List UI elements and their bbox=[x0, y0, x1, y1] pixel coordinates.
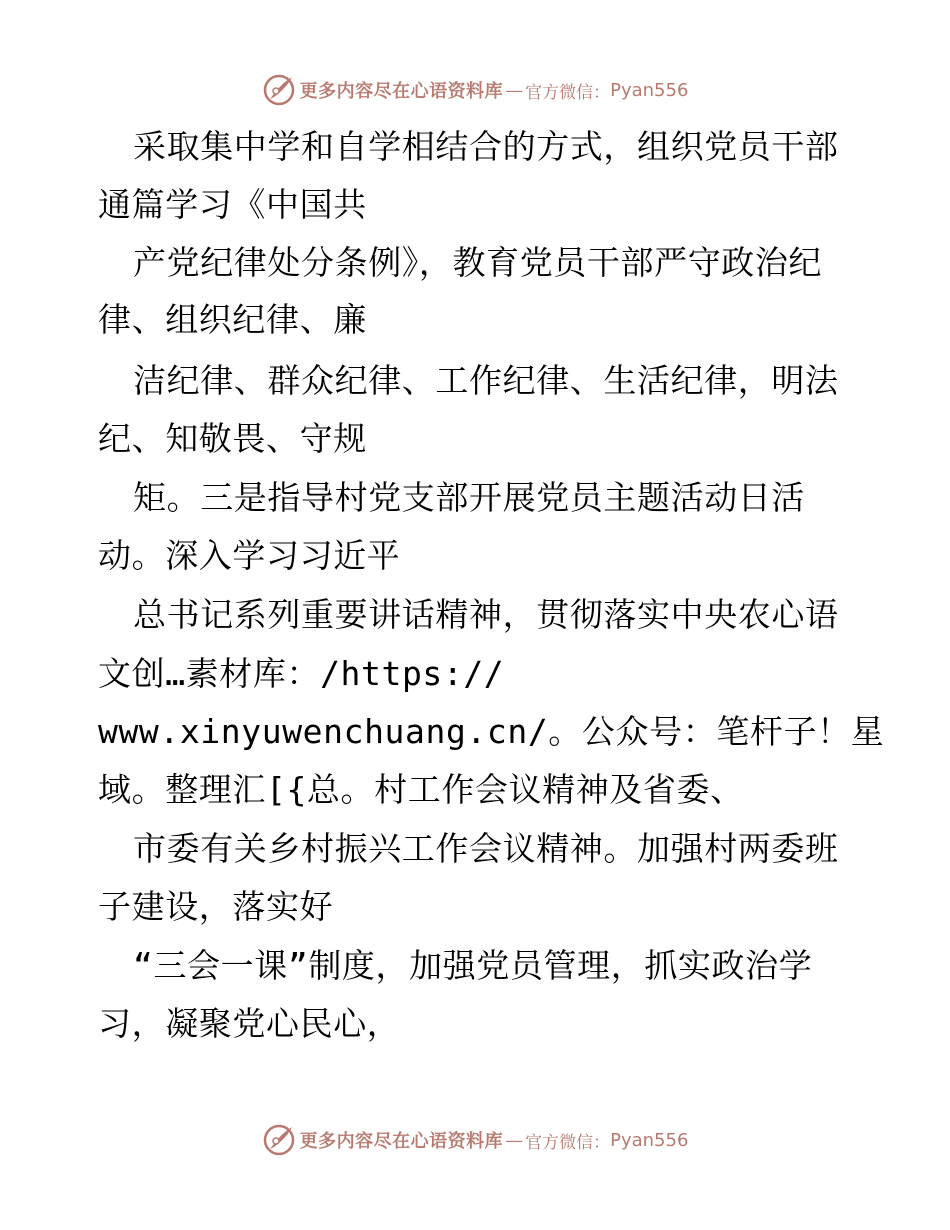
text-line: 采取集中学和自学相结合的方式，组织党员干部 bbox=[133, 127, 839, 166]
text-line: 通篇学习《中国共 bbox=[98, 185, 367, 224]
text-line: 习，凝聚党心民心， bbox=[98, 1004, 401, 1043]
watermark-id: Pyan556 bbox=[610, 79, 689, 101]
watermark-dash: — bbox=[505, 79, 524, 101]
text-line: 产党纪律处分条例》，教育党员干部严守政治纪 bbox=[133, 243, 823, 282]
text-line: 市委有关乡村振兴工作会议精神。加强村两委班 bbox=[133, 829, 839, 868]
quill-logo-icon bbox=[262, 1123, 296, 1157]
text-line: 动。深入学习习近平 bbox=[98, 536, 401, 575]
watermark-id: Pyan556 bbox=[610, 1129, 689, 1151]
watermark-main-text: 更多内容尽在心语资料库 bbox=[299, 81, 504, 102]
text-line: 洁纪律、群众纪律、工作纪律、生活纪律，明法 bbox=[133, 361, 839, 400]
watermark-main-text: 更多内容尽在心语资料库 bbox=[299, 1131, 504, 1152]
footer-watermark bbox=[0, 1120, 950, 1160]
text-line: 纪、知敬畏、守规 bbox=[98, 419, 367, 458]
text-line: 总书记系列重要讲话精神，贯彻落实中央农心语 bbox=[133, 595, 839, 634]
watermark-sub-text: 官方微信： bbox=[525, 82, 611, 103]
watermark-dash: — bbox=[505, 1129, 524, 1151]
text-line: 律、组织纪律、廉 bbox=[98, 300, 367, 339]
watermark-sub-text: 官方微信： bbox=[525, 1132, 611, 1153]
text-line: www.xinyuwenchuang.cn/。公众号：笔杆子！星 bbox=[98, 712, 885, 751]
text-line: “三会一课”制度，加强党员管理，抓实政治学 bbox=[133, 946, 813, 985]
text-line: 子建设，落实好 bbox=[98, 887, 334, 926]
text-line: 域。整理汇[{总。村工作会议精神及省委、 bbox=[98, 770, 744, 809]
text-line: 文创…素材库：/https:// bbox=[98, 654, 505, 693]
text-line: 矩。三是指导村党支部开展党员主题活动日活 bbox=[133, 478, 805, 517]
